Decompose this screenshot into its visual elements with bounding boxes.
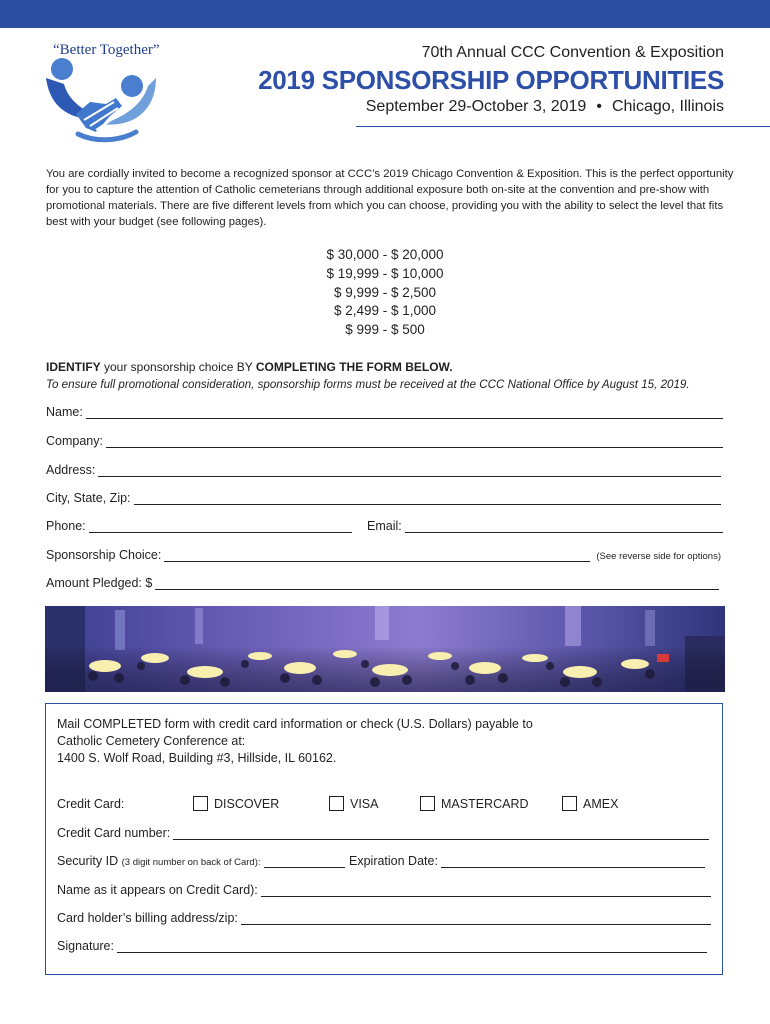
company-input-line[interactable] bbox=[106, 436, 723, 448]
level-item: $ 19,999 - $ 10,000 bbox=[326, 265, 444, 281]
level-item: $ 2,499 - $ 1,000 bbox=[333, 303, 437, 319]
company-label: Company: bbox=[46, 434, 103, 448]
city-input-line[interactable] bbox=[134, 493, 721, 505]
amount-label: Amount Pledged: $ bbox=[46, 576, 153, 590]
name-label: Name: bbox=[46, 405, 83, 419]
signature-input-line[interactable] bbox=[117, 941, 707, 953]
name-input-line[interactable] bbox=[86, 407, 723, 419]
payment-box bbox=[45, 703, 723, 975]
mail-line-1: Mail COMPLETED form with credit card information or check (U.S. Dollars) payable to bbox=[57, 717, 533, 731]
expiration-label: Expiration Date: bbox=[349, 854, 438, 868]
top-color-bar bbox=[0, 0, 770, 28]
intro-paragraph: You are cordially invited to become a recognized sponsor at CCC’s 2019 Chicago Convention & Exposition. This is the perfect opportunity for you to capture the attention of Catholic cemeterians through additional exposure both on-site at the convention and pre-show with promotional materials. There are five different levels from which you can choose, providing you with the ability to select the level that fits best with your budget (see following pages). bbox=[46, 168, 734, 228]
discover-checkbox[interactable] bbox=[193, 796, 208, 811]
event-location: Chicago, Illinois bbox=[611, 98, 724, 115]
address-field[interactable] bbox=[46, 463, 721, 477]
billing-address-field[interactable] bbox=[57, 911, 711, 925]
billing-address-input-line[interactable] bbox=[241, 913, 711, 925]
sponsorship-choice-field[interactable] bbox=[46, 548, 721, 562]
identify-bold-2: COMPLETING THE FORM BELOW. bbox=[255, 360, 453, 374]
mastercard-label: MASTERCARD bbox=[441, 796, 529, 811]
address-label: Address: bbox=[46, 463, 96, 477]
security-id-label: Security ID bbox=[57, 854, 119, 868]
banquet-photo bbox=[45, 606, 725, 692]
page-title: 2019 SPONSORSHIP OPPORTUNITIES bbox=[258, 65, 724, 95]
name-on-card-field[interactable] bbox=[57, 883, 711, 897]
option-amex[interactable] bbox=[562, 796, 618, 811]
email-field[interactable] bbox=[367, 519, 723, 533]
expiration-input-line[interactable] bbox=[441, 856, 705, 868]
sponsorship-levels bbox=[0, 246, 770, 340]
option-visa[interactable] bbox=[329, 796, 379, 811]
choice-label: Sponsorship Choice: bbox=[46, 548, 162, 562]
city-label: City, State, Zip: bbox=[46, 491, 131, 505]
security-id-input-line[interactable] bbox=[264, 856, 346, 868]
signature-label: Signature: bbox=[57, 939, 114, 953]
visa-checkbox[interactable] bbox=[329, 796, 344, 811]
deadline-note: To ensure full promotional consideration, sponsorship forms must be received at the CCC National Office by August 15, 2019. bbox=[46, 378, 690, 391]
event-dates: September 29-October 3, 2019 bbox=[365, 98, 587, 115]
name-field[interactable] bbox=[46, 405, 723, 419]
choice-input-line[interactable] bbox=[164, 550, 590, 562]
mastercard-checkbox[interactable] bbox=[420, 796, 435, 811]
header-divider bbox=[356, 126, 770, 127]
name-on-card-label: Name as it appears on Credit Card): bbox=[57, 883, 258, 897]
event-date-location bbox=[366, 98, 724, 116]
security-id-note: (3 digit number on back of Card): bbox=[121, 857, 261, 868]
card-number-input-line[interactable] bbox=[173, 828, 709, 840]
city-state-zip-field[interactable] bbox=[46, 491, 721, 505]
email-label: Email: bbox=[367, 519, 402, 533]
identify-text: your sponsorship choice BY bbox=[100, 360, 256, 374]
visa-label: VISA bbox=[350, 796, 379, 811]
phone-label: Phone: bbox=[46, 519, 86, 533]
level-item: $ 999 - $ 500 bbox=[345, 322, 425, 338]
card-number-label: Credit Card number: bbox=[57, 826, 171, 840]
tagline: “Better Together” bbox=[53, 42, 160, 58]
mail-line-3: 1400 S. Wolf Road, Building #3, Hillside, IL 60162. bbox=[57, 751, 337, 765]
separator-bullet: • bbox=[596, 98, 602, 115]
mail-line-2: Catholic Cemetery Conference at: bbox=[57, 734, 246, 748]
convention-name: 70th Annual CCC Convention & Exposition bbox=[421, 44, 724, 61]
choice-note: (See reverse side for options) bbox=[596, 551, 721, 562]
amex-checkbox[interactable] bbox=[562, 796, 577, 811]
expiration-field[interactable] bbox=[349, 854, 705, 868]
option-mastercard[interactable] bbox=[420, 796, 529, 811]
identify-bold: IDENTIFY bbox=[46, 360, 101, 374]
billing-address-label: Card holder’s billing address/zip: bbox=[57, 911, 238, 925]
mail-instructions bbox=[57, 716, 533, 767]
option-discover[interactable] bbox=[193, 796, 279, 811]
phone-input-line[interactable] bbox=[89, 521, 352, 533]
discover-label: DISCOVER bbox=[214, 796, 280, 811]
credit-card-label: Credit Card: bbox=[57, 797, 125, 811]
level-item: $ 30,000 - $ 20,000 bbox=[326, 247, 444, 262]
amount-input-line[interactable] bbox=[155, 578, 719, 590]
address-input-line[interactable] bbox=[98, 465, 721, 477]
credit-card-options bbox=[57, 796, 697, 814]
amex-label: AMEX bbox=[583, 796, 619, 811]
phone-field[interactable] bbox=[46, 519, 352, 533]
card-number-field[interactable] bbox=[57, 826, 709, 840]
email-input-line[interactable] bbox=[405, 521, 723, 533]
handshake-logo-icon bbox=[44, 58, 164, 144]
security-id-field[interactable] bbox=[57, 854, 345, 868]
name-on-card-input-line[interactable] bbox=[261, 885, 711, 897]
level-item: $ 9,999 - $ 2,500 bbox=[333, 284, 437, 300]
amount-pledged-field[interactable] bbox=[46, 576, 719, 590]
identify-instruction bbox=[46, 360, 453, 374]
company-field[interactable] bbox=[46, 434, 723, 448]
signature-field[interactable] bbox=[57, 939, 707, 953]
